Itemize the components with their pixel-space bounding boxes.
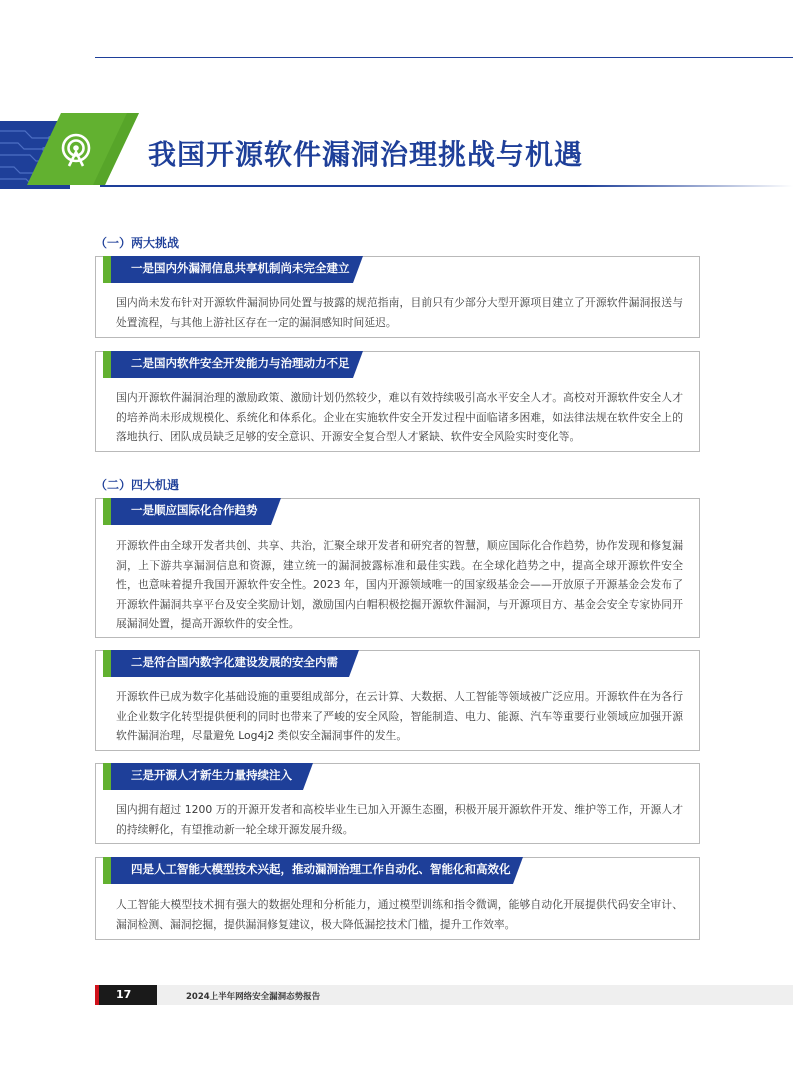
card-heading: 四是人工智能大模型技术兴起，推动漏洞治理工作自动化、智能化和高效化: [131, 862, 511, 876]
opportunity-card-2: [95, 650, 700, 751]
broadcast-icon: [58, 133, 94, 167]
page-number: 17: [116, 988, 132, 1001]
challenge-card-2: [95, 351, 700, 452]
card-text: 国内尚未发布针对开源软件漏洞协同处置与披露的规范指南，目前只有少部分大型开源项目建立了开源软件漏洞报送与处置流程，与其他上游社区存在一定的漏洞感知时间延迟。: [116, 296, 683, 329]
opportunity-card-1: [95, 498, 700, 638]
opportunity-card-4: [95, 857, 700, 940]
section-title-opportunities: （二）四大机遇: [95, 478, 180, 492]
card-heading: 一是国内外漏洞信息共享机制尚未完全建立: [131, 261, 350, 275]
card-text: 国内开源软件漏洞治理的激励政策、激励计划仍然较少，难以有效持续吸引高水平安全人才。高校对开源软件安全人才的培养尚未形成规模化、系统化和体系化。企业在实施软件安全开发过程中面临诸多困难，如法律法规在软件安全上的落地执行、团队成员缺乏足够的安全意识、开源安全复合型人才紧缺、软件安全风险实时变化等。: [116, 391, 683, 443]
card-text: 开源软件已成为数字化基础设施的重要组成部分，在云计算、大数据、人工智能等领域被广泛应用。开源软件在为各行业企业数字化转型提供便利的同时也带来了严峻的安全风险，智能制造、电力、能源、汽车等重要行业领域应加强开源软件漏洞治理，尽量避免 Log4j2 类似安全漏洞事件的发生。: [116, 690, 683, 742]
card-heading: 一是顺应国际化合作趋势: [131, 503, 258, 517]
chapter-header: [0, 113, 793, 193]
top-rule: [95, 57, 793, 58]
card-text: 开源软件由全球开发者共创、共享、共治，汇聚全球开发者和研究者的智慧，顺应国际化合作趋势，协作发现和修复漏洞，上下游共享漏洞信息和资源，建立统一的漏洞披露标准和最佳实践。在全球化趋势之中，提高全球开源软件安全性，也意味着提升我国开源软件安全性。2023 年，国内开源领域唯一的国家级基金会——开放原子开源基金会发布了开源软件漏洞共享平台及安全奖励计划，激励国内白帽积极挖掘开源软件漏洞，与开源项目方、基金会安全专家协同开展漏洞处置，提高开源软件的安全性。: [116, 539, 683, 630]
card-heading: 二是符合国内数字化建设发展的安全内需: [131, 655, 338, 669]
page-title: 我国开源软件漏洞治理挑战与机遇: [148, 138, 584, 171]
opportunity-card-3: [95, 763, 700, 844]
section-title-challenges: （一）两大挑战: [95, 236, 180, 250]
card-text: 人工智能大模型技术拥有强大的数据处理和分析能力，通过模型训练和指令微调，能够自动化开展提供代码安全审计、漏洞检测、漏洞挖掘，提供漏洞修复建议，极大降低漏挖技术门槛，提升工作效率。: [116, 898, 683, 931]
challenge-card-1: [95, 256, 700, 338]
card-heading: 三是开源人才新生力量持续注入: [131, 768, 292, 782]
card-heading: 二是国内软件安全开发能力与治理动力不足: [131, 356, 350, 370]
header-underline: [100, 185, 793, 187]
report-title: 2024上半年网络安全漏洞态势报告: [186, 992, 321, 1002]
card-text: 国内拥有超过 1200 万的开源开发者和高校毕业生已加入开源生态圈，积极开展开源软件开发、维护等工作，开源人才的持续孵化，有望推动新一轮全球开源发展升级。: [116, 803, 683, 836]
